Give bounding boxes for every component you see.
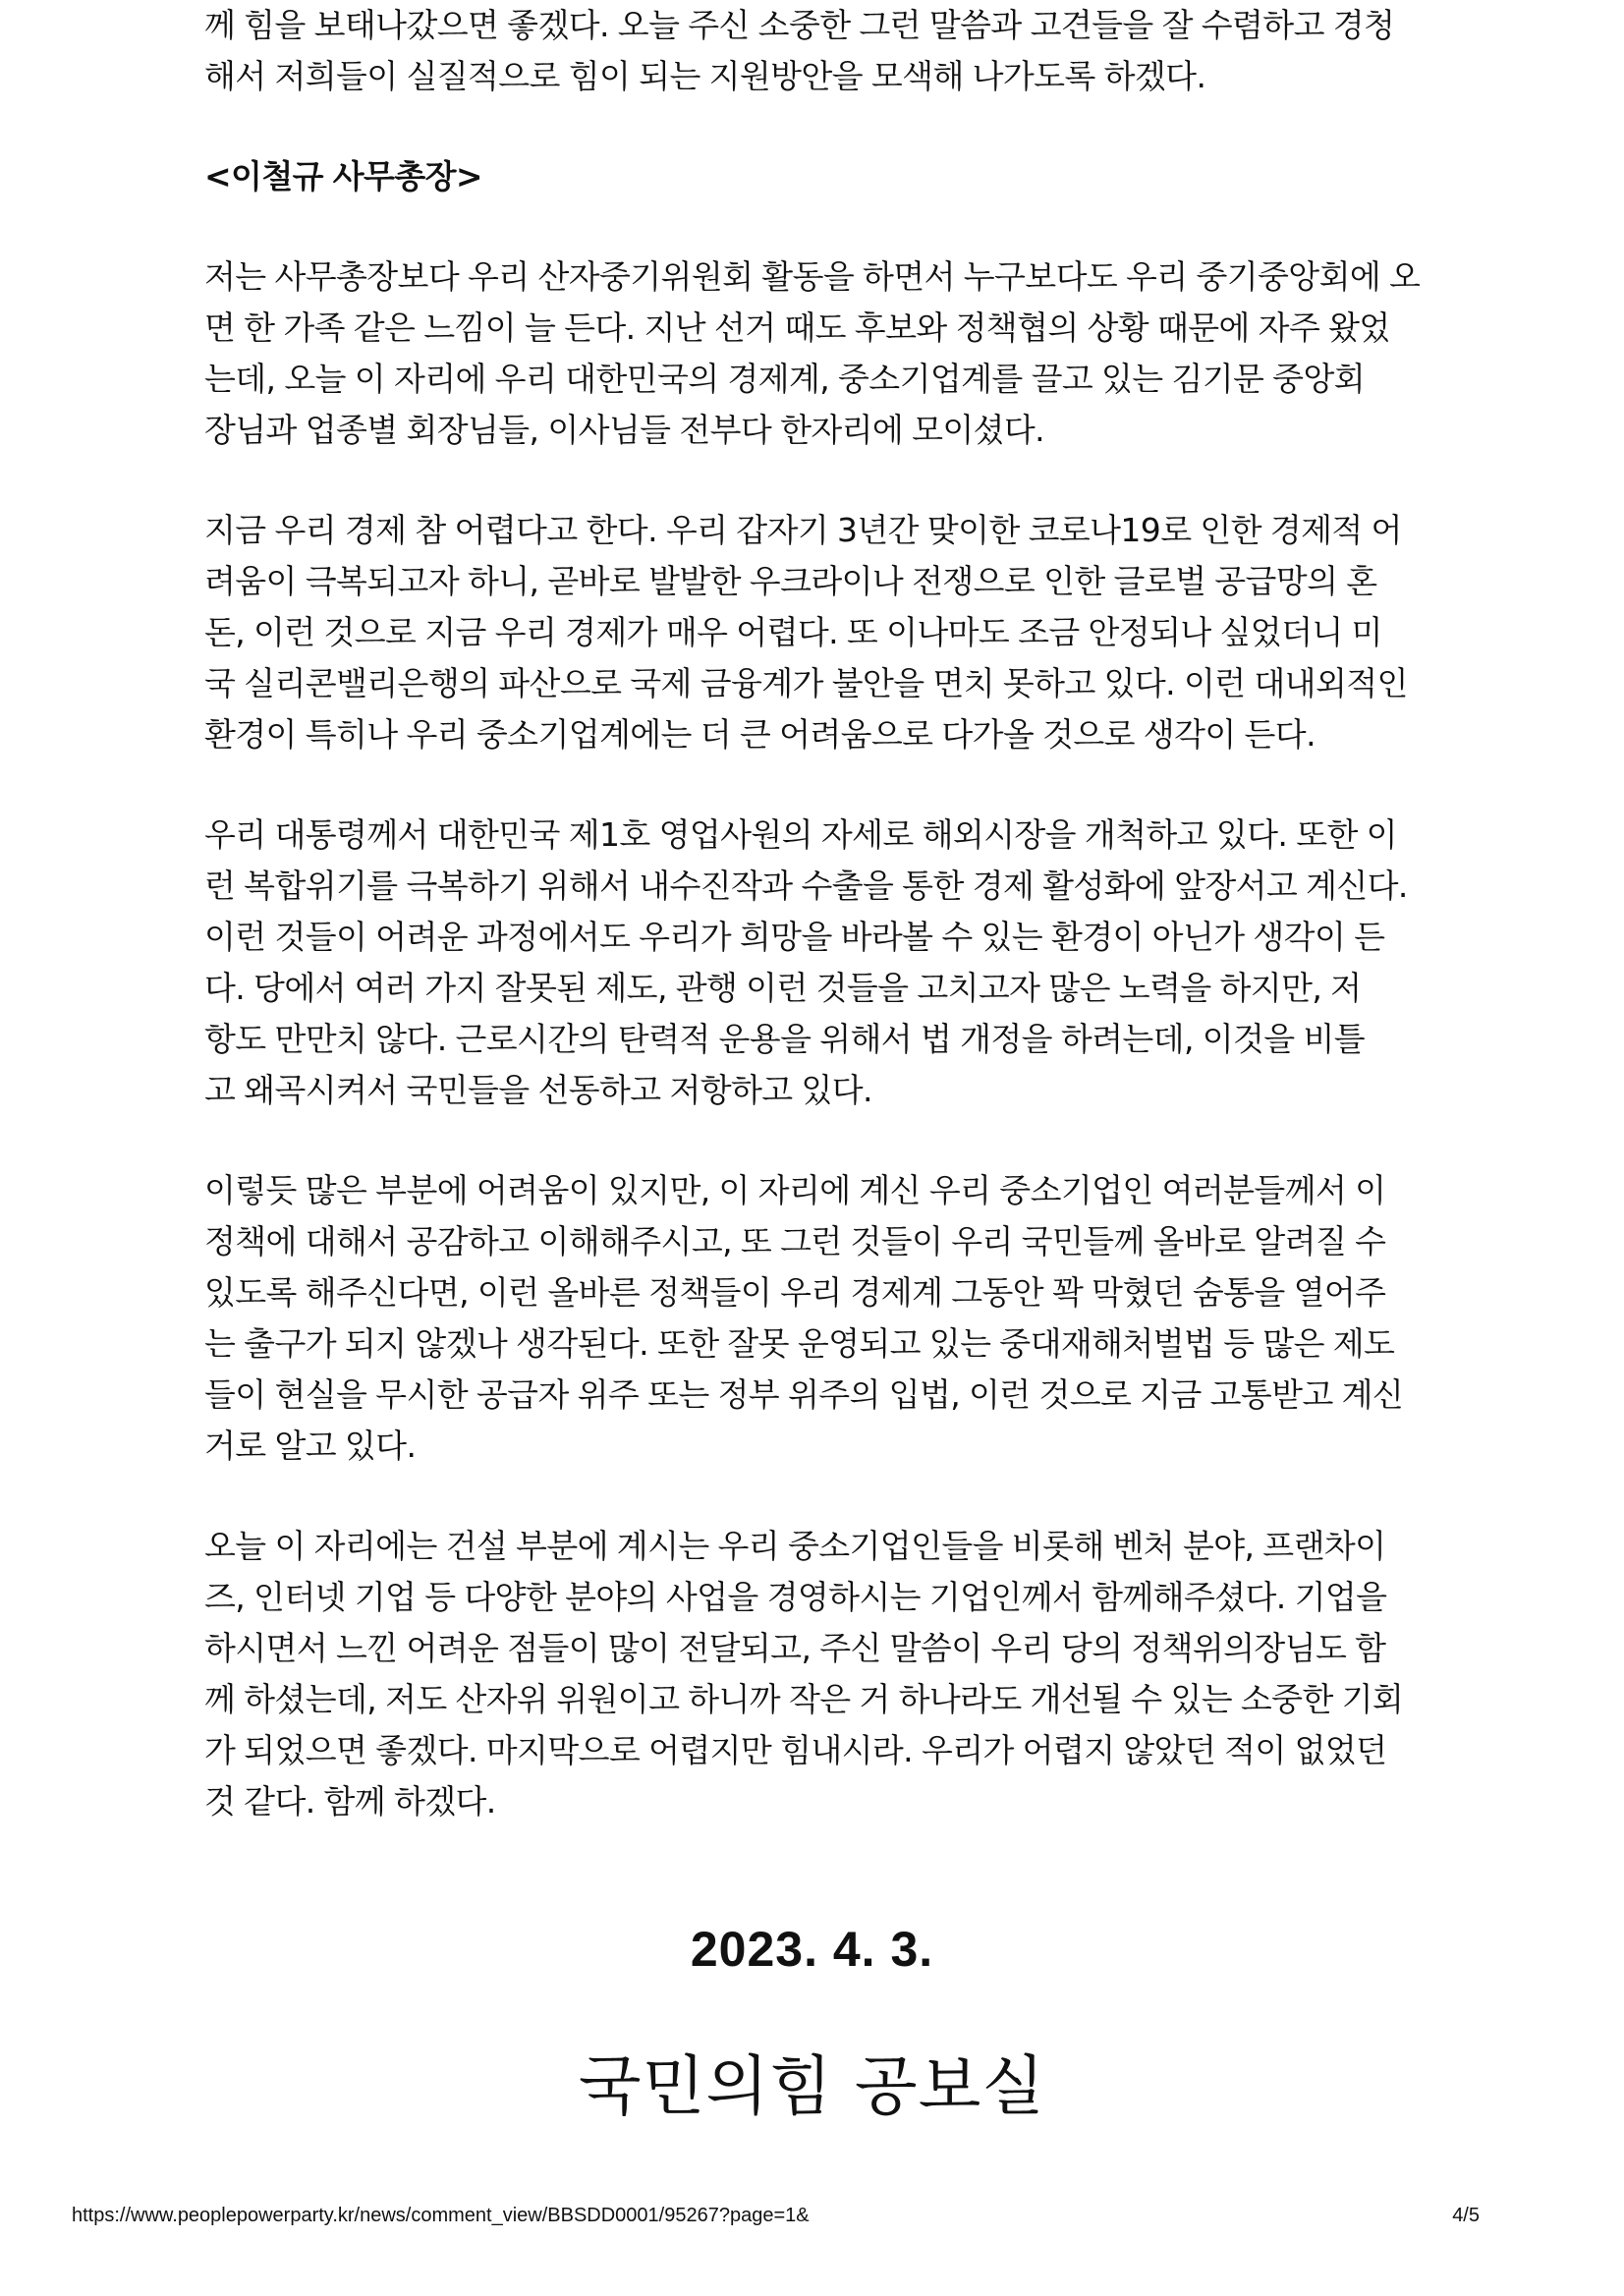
text-line: 즈, 인터넷 기업 등 다양한 분야의 사업을 경영하시는 기업인께서 함께해주셨다. 기업을 — [204, 1578, 1387, 1616]
text-line: 런 복합위기를 극복하기 위해서 내수진작과 수출을 통한 경제 활성화에 앞장서고 계신다. — [204, 867, 1408, 905]
text-line: 거로 알고 있다. — [204, 1427, 417, 1465]
text-line: 국 실리콘밸리은행의 파산으로 국제 금융계가 불안을 면치 못하고 있다. 이런 대내외적인 — [204, 664, 1408, 702]
text-line: 있도록 해주신다면, 이런 올바른 정책들이 우리 경제계 그동안 꽉 막혔던 숨통을 열어주 — [204, 1273, 1386, 1312]
release-date: 2023. 4. 3. — [690, 1922, 934, 1977]
text-line: 우리 대통령께서 대한민국 제1호 영업사원의 자세로 해외시장을 개척하고 있다. 또한 이 — [204, 815, 1397, 854]
document-body — [204, 0, 1432, 1876]
text-line: 들이 현실을 무시한 공급자 위주 또는 정부 위주의 입법, 이런 것으로 지금 고통받고 계신 — [204, 1375, 1404, 1414]
footer-page-number: 4/5 — [1452, 2205, 1480, 2226]
text-line: 돈, 이런 것으로 지금 우리 경제가 매우 어렵다. 또 이나마도 조금 안정되나 싶었더니 미 — [204, 613, 1382, 651]
text-line: 저는 사무총장보다 우리 산자중기위원회 활동을 하면서 누구보다도 우리 중기중앙회에 오 — [204, 257, 1421, 296]
text-line: 환경이 특히나 우리 중소기업계에는 더 큰 어려움으로 다가올 것으로 생각이 든다. — [204, 715, 1316, 754]
text-line: 해서 저희들이 실질적으로 힘이 되는 지원방안을 모색해 나가도록 하겠다. — [204, 57, 1206, 95]
text-line: 하시면서 느낀 어려운 점들이 많이 전달되고, 주신 말씀이 우리 당의 정책위의장님도 함 — [204, 1629, 1386, 1667]
text-line: 다. 당에서 여러 가지 잘못된 제도, 관행 이런 것들을 고치고자 많은 노력을 하지만, 저 — [204, 969, 1362, 1007]
speaker-name: <이철규 사무총장> — [204, 157, 482, 196]
text-line: 정책에 대해서 공감하고 이해해주시고, 또 그런 것들이 우리 국민들께 올바로 알려질 수 — [204, 1222, 1386, 1260]
paragraph-1 — [204, 252, 1432, 456]
paragraph-3 — [204, 810, 1432, 1116]
text-line: 께 힘을 보태나갔으면 좋겠다. 오늘 주신 소중한 그런 말씀과 고견들을 잘 수렴하고 경청 — [204, 6, 1395, 44]
text-line: 장님과 업종별 회장님들, 이사님들 전부다 한자리에 모이셨다. — [204, 411, 1045, 449]
paragraph-2 — [204, 505, 1432, 760]
text-line: 께 하셨는데, 저도 산자위 위원이고 하니까 작은 거 하나라도 개선될 수 있는 소중한 기회 — [204, 1680, 1404, 1718]
text-line: 이렇듯 많은 부분에 어려움이 있지만, 이 자리에 계신 우리 중소기업인 여러분들께서 이 — [204, 1171, 1386, 1209]
speaker-heading — [204, 151, 1432, 202]
text-line: 려움이 극복되고자 하니, 곧바로 발발한 우크라이나 전쟁으로 인한 글로벌 공급망의 혼 — [204, 562, 1377, 600]
paragraph-5 — [204, 1521, 1432, 1827]
footer-url: https://www.peoplepowerparty.kr/news/comment_view/BBSDD0001/95267?page=1& — [72, 2205, 810, 2226]
paragraph-4 — [204, 1165, 1432, 1472]
text-line: 오늘 이 자리에는 건설 부분에 계시는 우리 중소기업인들을 비롯해 벤처 분야, 프랜차이 — [204, 1527, 1386, 1565]
text-line: 지금 우리 경제 참 어렵다고 한다. 우리 갑자기 3년간 맞이한 코로나19로 인한 경제적 어 — [204, 511, 1402, 549]
text-line: 항도 만만치 않다. 근로시간의 탄력적 운용을 위해서 법 개정을 하려는데, 이것을 비틀 — [204, 1020, 1366, 1058]
text-line: 면 한 가족 같은 느낌이 늘 든다. 지난 선거 때도 후보와 정책협의 상황 때문에 자주 왔었 — [204, 308, 1390, 347]
text-line: 고 왜곡시켜서 국민들을 선동하고 저항하고 있다. — [204, 1071, 872, 1109]
paragraph-intro-closing — [204, 0, 1432, 102]
text-line: 는 출구가 되지 않겠나 생각된다. 또한 잘못 운영되고 있는 중대재해처벌법 등 많은 제도 — [204, 1324, 1395, 1363]
text-line: 는데, 오늘 이 자리에 우리 대한민국의 경제계, 중소기업계를 끌고 있는 김기문 중앙회 — [204, 360, 1366, 398]
text-line: 가 되었으면 좋겠다. 마지막으로 어렵지만 힘내시라. 우리가 어렵지 않았던 적이 없었던 — [204, 1731, 1387, 1769]
text-line: 것 같다. 함께 하겠다. — [204, 1782, 496, 1820]
issuing-organization: 국민의힘 공보실 — [578, 2048, 1046, 2124]
text-line: 이런 것들이 어려운 과정에서도 우리가 희망을 바라볼 수 있는 환경이 아닌가 생각이 든 — [204, 918, 1385, 956]
